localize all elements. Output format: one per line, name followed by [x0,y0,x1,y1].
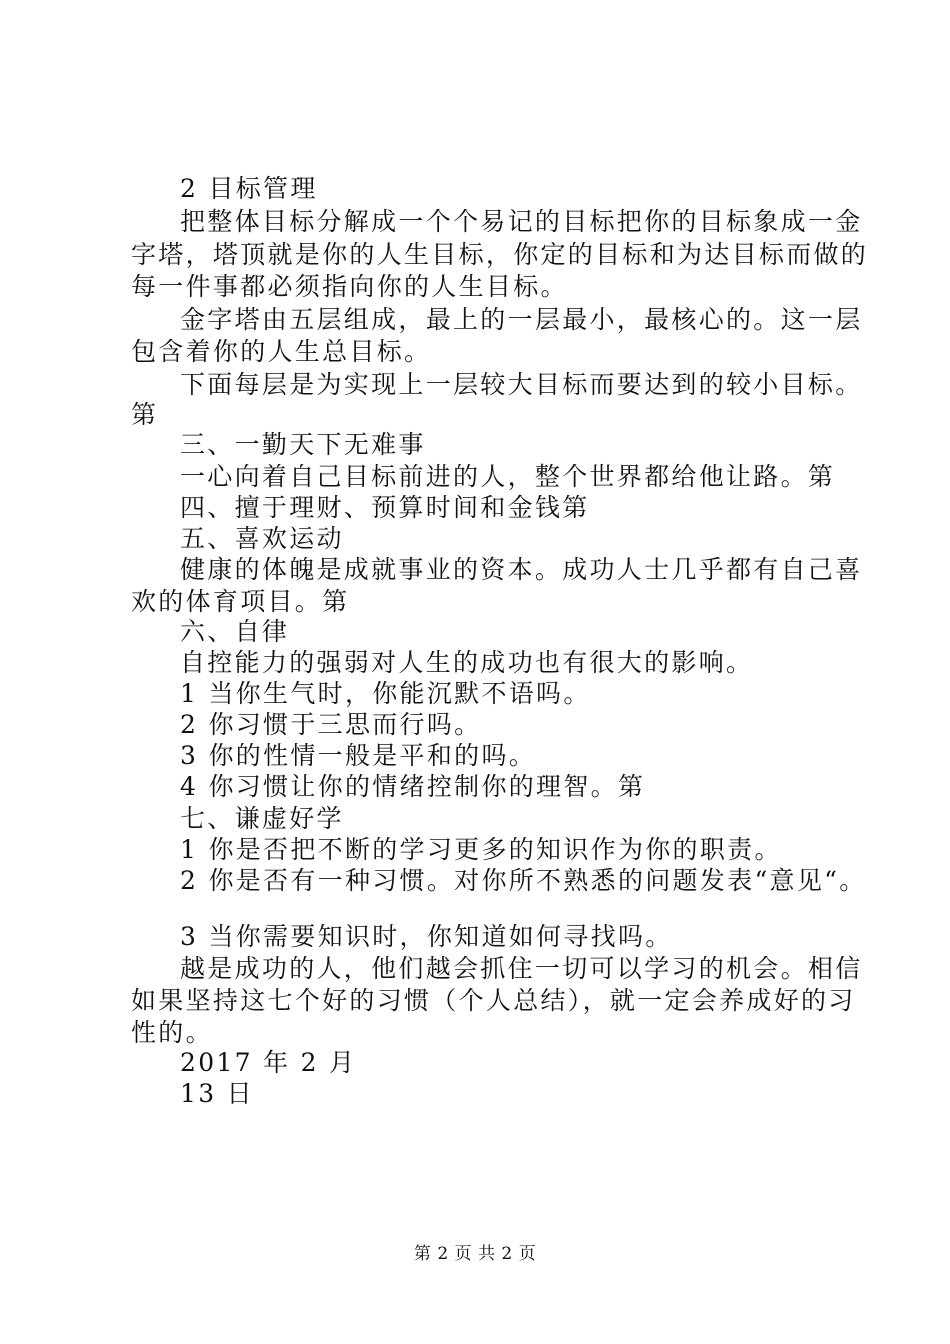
paragraph-line: 一心向着自己目标前进的人，整个世界都给他让路。第 [180,462,836,491]
paragraph-line: 字塔，塔顶就是你的人生目标，你定的目标和为达目标而做的 [131,240,869,269]
paragraph-line: 欢的体育项目。第 [131,587,350,616]
date-line: 2017 年 2 月 [180,1048,357,1077]
list-item: 2 你是否有一种习惯。对你所不熟悉的问题发表“意见“。 [180,866,867,895]
section-heading-diligence: 三、一勤天下无难事 [180,430,426,459]
paragraph-line: 越是成功的人，他们越会抓住一切可以学习的机会。相信 [180,954,863,983]
section-heading-modest-learning: 七、谦虚好学 [180,804,344,833]
paragraph-line: 健康的体魄是成就事业的资本。成功人士几乎都有自己喜 [180,555,863,584]
date-line: 13 日 [180,1079,254,1108]
paragraph-line: 每一件事都必须指向你的人生目标。 [131,272,568,301]
section-heading-goal-management: 2 目标管理 [180,174,318,203]
list-item: 4 你习惯让你的情绪控制你的理智。第 [180,772,646,801]
list-item: 1 你是否把不断的学习更多的知识作为你的职责。 [180,835,782,864]
list-item: 3 你的性情一般是平和的吗。 [180,741,537,770]
paragraph-line: 如果坚持这七个好的习惯（个人总结），就一定会养成好的习 [131,986,856,1015]
section-heading-self-discipline: 六、自律 [180,617,290,646]
paragraph-line: 自控能力的强弱对人生的成功也有很大的影响。 [180,648,754,677]
page-footer: 第 2 页 共 2 页 [413,1244,537,1264]
section-heading-exercise: 五、喜欢运动 [180,524,344,553]
paragraph-line: 金字塔由五层组成，最上的一层最小，最核心的。这一层 [180,305,863,334]
list-item: 2 你习惯于三思而行吗。 [180,710,482,739]
paragraph-line: 包含着你的人生总目标。 [131,337,432,366]
list-item: 3 当你需要知识时，你知道如何寻找吗。 [180,922,673,951]
section-heading-finance: 四、擅于理财、预算时间和金钱第 [180,493,590,522]
list-item: 1 当你生气时，你能沉默不语吗。 [180,679,591,708]
paragraph-line: 性的。 [131,1018,213,1047]
paragraph-line: 第 [131,400,159,429]
paragraph-line: 下面每层是为实现上一层较大目标而要达到的较小目标。 [180,370,863,399]
paragraph-line: 把整体目标分解成一个个易记的目标把你的目标象成一金 [180,207,863,236]
